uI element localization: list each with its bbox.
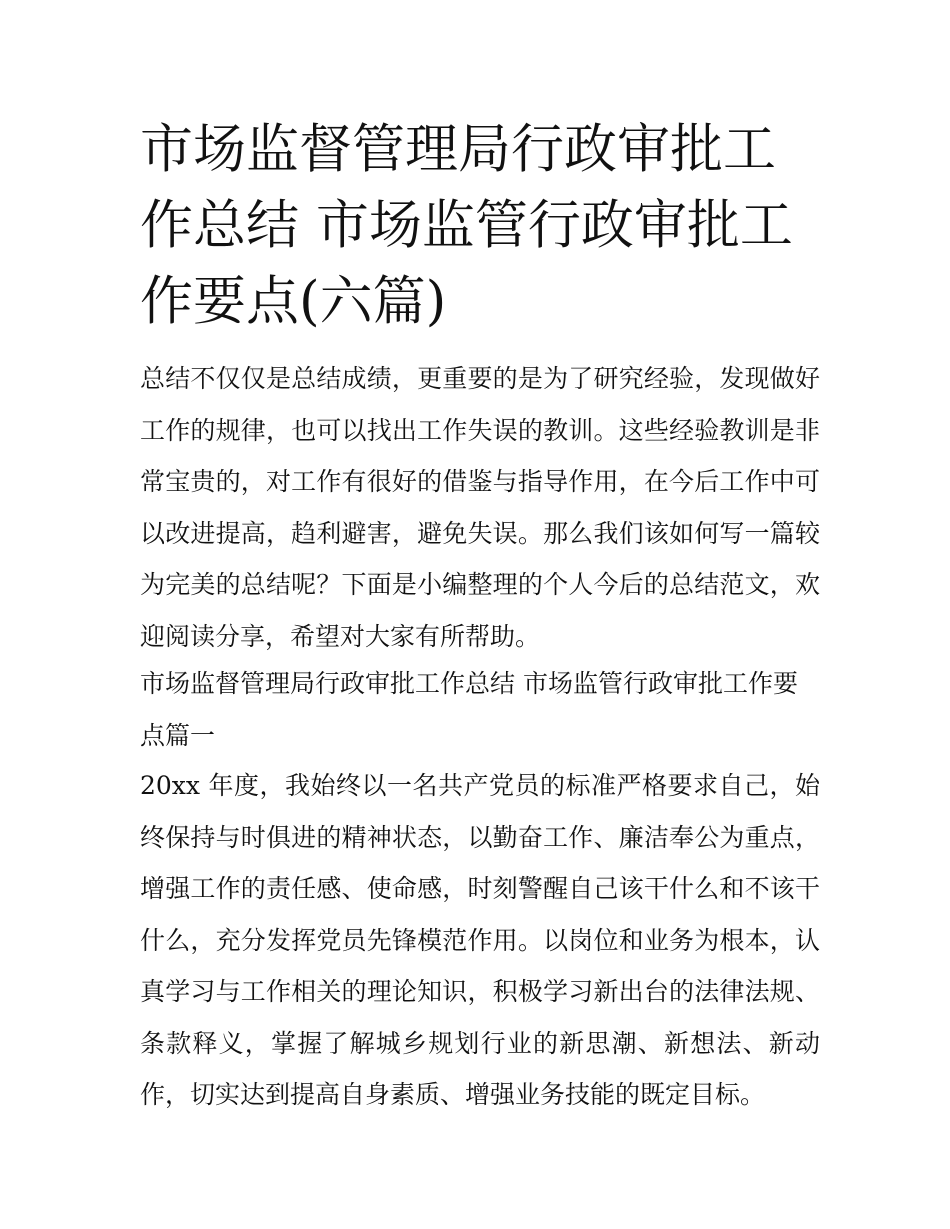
section-paragraph: 20xx 年度，我始终以一名共产党员的标准严格要求自己，始终保持与时俱进的精神状态，以勤奋工作、廉洁奉公为重点，增强工作的责任感、使命感，时刻警醒自己该干什么和不该干什么，充分发挥党员先锋模范作用。以岗位和业务为根本，认真学习与工作相关的理论知识，积极学习新出台的法律法规、条款释义，掌握了解城乡规划行业的新思潮、新想法、新动作，切实达到提高自身素质、增强业务技能的既定目标。 <box>140 771 820 1109</box>
document-title: 市场监督管理局行政审批工作总结 市场监管行政审批工作要点(六篇) <box>140 119 793 332</box>
intro-paragraph: 总结不仅仅是总结成绩，更重要的是为了研究经验，发现做好工作的规律，也可以找出工作失误的教训。这些经验教训是非常宝贵的，对工作有很好的借鉴与指导作用，在今后工作中可以改进提高，趋利避害，避免失误。那么我们该如何写一篇较为完美的总结呢？下面是小编整理的个人今后的总结范文，欢迎阅读分享，希望对大家有所帮助。 <box>140 364 820 651</box>
section-heading: 市场监督管理局行政审批工作总结 市场监管行政审批工作要点篇一 <box>140 669 798 750</box>
